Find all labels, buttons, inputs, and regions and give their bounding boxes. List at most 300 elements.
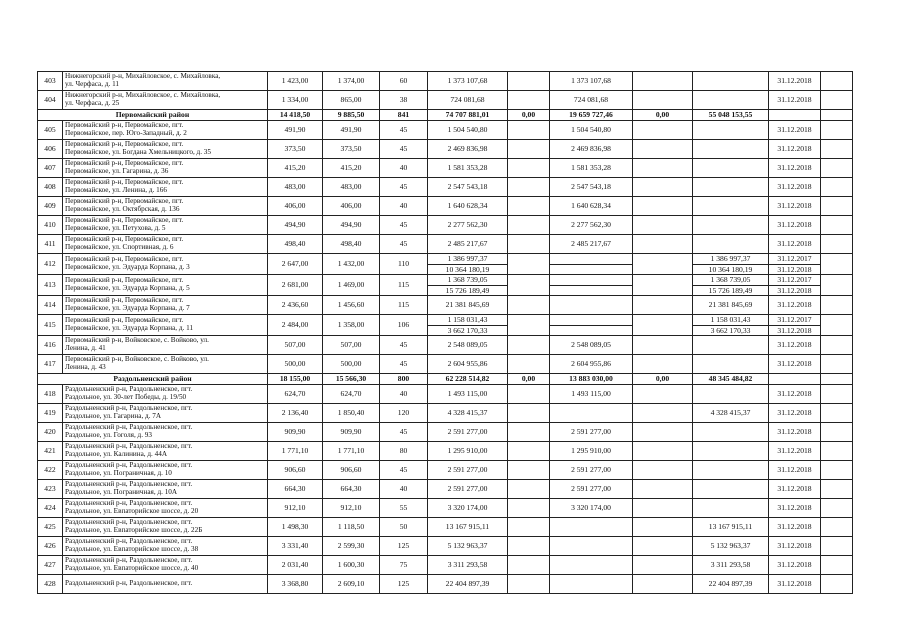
address-line: Первомайское, ул. Эдуарда Корпана, д. 7	[65, 304, 190, 312]
fund-4-cell: 21 381 845,69	[693, 296, 769, 315]
extra-cell	[821, 72, 853, 91]
deadline-cell: 31.12.2018	[769, 575, 821, 594]
deadline-cell: 31.12.2018	[769, 235, 821, 254]
table-row	[38, 404, 853, 423]
fund-2-cell: 2 591 277,00	[550, 480, 633, 499]
address-line: Первомайское, пер. Юго-Западный, д. 2	[65, 129, 187, 137]
table-row	[38, 499, 853, 518]
table-row	[38, 235, 853, 254]
area-total-cell: 664,30	[268, 480, 323, 499]
cost-total-cell: 22 404 897,39	[428, 575, 508, 594]
extra-cell	[821, 355, 853, 374]
fund-3-cell	[633, 499, 693, 518]
area-total-cell: 494,90	[268, 216, 323, 235]
total-f3-cell: 0,00	[633, 374, 693, 385]
area-total-cell: 2 681,00	[268, 275, 323, 296]
address-line: Первомайское, ул. Гагарина, д. 36	[65, 167, 169, 175]
row-number: 410	[38, 216, 63, 235]
fund-3-cell	[633, 518, 693, 537]
fund-3-cell	[633, 537, 693, 556]
fund-1-cell	[508, 140, 550, 159]
cost-total-cell: 3 311 293,58	[428, 556, 508, 575]
fund-3-cell	[633, 72, 693, 91]
fund-3-cell	[633, 480, 693, 499]
fund-1-cell	[508, 575, 550, 594]
address-cell	[63, 296, 268, 315]
fund-3-cell	[633, 442, 693, 461]
address-cell	[63, 404, 268, 423]
address-line: Раздольное, ул. Пограничная, д. 10	[65, 469, 172, 477]
deadline-cell: 31.12.2018	[769, 91, 821, 110]
address-cell	[63, 385, 268, 404]
address-line: Первомайское, ул. Богдана Хмельницкого, д. 35	[65, 148, 211, 156]
fund-2-cell	[550, 518, 633, 537]
fund-3-cell	[633, 91, 693, 110]
address-line: Первомайский р-н, Первомайское, пгт.	[65, 235, 184, 244]
fund-1-cell	[508, 121, 550, 140]
extra-cell	[821, 315, 853, 336]
fund-4-cell: 22 404 897,39	[693, 575, 769, 594]
total-f3-cell: 0,00	[633, 110, 693, 121]
area-total-cell: 3 331,40	[268, 537, 323, 556]
fund-4-cell: 13 167 915,11	[693, 518, 769, 537]
fund-4-cell	[693, 315, 769, 336]
address-line: Ленина, д. 41	[65, 344, 106, 352]
total-date-cell	[769, 374, 821, 385]
area-living-cell: 2 609,10	[323, 575, 380, 594]
address-cell	[63, 216, 268, 235]
deadline-cell: 31.12.2018	[769, 556, 821, 575]
deadline-cell: 31.12.2018	[769, 499, 821, 518]
fund-2-cell-line	[550, 285, 632, 296]
fund-1-cell	[508, 159, 550, 178]
table-row	[38, 254, 853, 275]
row-number: 403	[38, 72, 63, 91]
extra-cell	[821, 336, 853, 355]
area-total-cell: 3 368,80	[268, 575, 323, 594]
address-line: Первомайское, ул. Ленина, д. 166	[65, 186, 167, 194]
area-living-cell: 664,30	[323, 480, 380, 499]
cost-total-cell: 1 373 107,68	[428, 72, 508, 91]
residents-cell: 45	[380, 235, 428, 254]
fund-3-cell	[633, 385, 693, 404]
row-number: 415	[38, 315, 63, 336]
table-row	[38, 355, 853, 374]
fund-3-cell	[633, 159, 693, 178]
address-cell	[63, 121, 268, 140]
address-line: Раздольненский р-н, Раздольненское, пгт.	[65, 518, 193, 527]
extra-cell	[821, 140, 853, 159]
deadline-cell: 31.12.2018	[769, 178, 821, 197]
row-number: 421	[38, 442, 63, 461]
fund-4-cell	[693, 336, 769, 355]
cost-total-cell: 1 640 628,34	[428, 197, 508, 216]
cost-total-cell: 2 591 277,00	[428, 423, 508, 442]
address-line: Нижнегорский р-н, Михайловское, с. Михайловка,	[65, 91, 221, 100]
total-a-cell: 18 155,00	[268, 374, 323, 385]
residents-cell: 75	[380, 556, 428, 575]
address-cell	[63, 315, 268, 336]
deadline-cell-line: 31.12.2018	[769, 264, 820, 275]
deadline-cell: 31.12.2018	[769, 404, 821, 423]
residents-cell: 40	[380, 385, 428, 404]
cost-total-cell: 2 548 089,05	[428, 336, 508, 355]
area-total-cell: 2 484,00	[268, 315, 323, 336]
area-living-cell: 498,40	[323, 235, 380, 254]
address-cell	[63, 254, 268, 275]
row-number: 425	[38, 518, 63, 537]
address-line: Первомайское, ул. Эдуарда Корпана, д. 5	[65, 284, 190, 292]
area-total-cell: 406,00	[268, 197, 323, 216]
table-row	[38, 140, 853, 159]
fund-2-cell	[550, 575, 633, 594]
fund-4-cell	[693, 140, 769, 159]
fund-2-cell-line	[550, 275, 632, 285]
row-number: 412	[38, 254, 63, 275]
fund-2-cell	[550, 537, 633, 556]
area-living-cell: 507,00	[323, 336, 380, 355]
address-line: Первомайский р-н, Первомайское, пгт.	[65, 159, 184, 168]
table-row	[38, 216, 853, 235]
fund-3-cell	[633, 254, 693, 275]
fund-4-cell	[693, 442, 769, 461]
deadline-cell: 31.12.2018	[769, 461, 821, 480]
area-living-cell: 865,00	[323, 91, 380, 110]
total-extra-cell	[821, 374, 853, 385]
fund-4-cell-line: 1 368 739,05	[710, 275, 751, 284]
table-row	[38, 461, 853, 480]
area-living-cell: 912,10	[323, 499, 380, 518]
table-row	[38, 556, 853, 575]
cost-total-cell-line: 3 662 170,33	[428, 325, 507, 336]
row-number: 427	[38, 556, 63, 575]
fund-4-cell: 4 328 415,37	[693, 404, 769, 423]
total-b-cell: 9 885,50	[323, 110, 380, 121]
residents-cell: 125	[380, 537, 428, 556]
cost-total-cell: 2 547 543,18	[428, 178, 508, 197]
fund-3-cell	[633, 461, 693, 480]
deadline-cell: 31.12.2018	[769, 385, 821, 404]
address-line: Первомайский р-н, Войковское, с. Войково, ул.	[65, 355, 209, 364]
row-number: 416	[38, 336, 63, 355]
row-number: 404	[38, 91, 63, 110]
address-line: Раздольненский р-н, Раздольненское, пгт.	[65, 579, 193, 588]
area-total-cell: 500,00	[268, 355, 323, 374]
address-line: Первомайский р-н, Первомайское, пгт.	[65, 296, 184, 305]
fund-4-cell	[693, 91, 769, 110]
area-living-cell: 909,90	[323, 423, 380, 442]
district-total-row	[38, 110, 853, 121]
fund-2-cell: 2 591 277,00	[550, 461, 633, 480]
table-row	[38, 336, 853, 355]
address-cell	[63, 480, 268, 499]
extra-cell	[821, 499, 853, 518]
fund-1-cell	[508, 216, 550, 235]
table-row	[38, 91, 853, 110]
address-line: Первомайский р-н, Первомайское, пгт.	[65, 197, 184, 206]
total-a-cell: 14 418,50	[268, 110, 323, 121]
extra-cell	[821, 404, 853, 423]
fund-1-cell	[508, 499, 550, 518]
row-number: 408	[38, 178, 63, 197]
total-total-cell: 74 707 881,01	[428, 110, 508, 121]
address-line: Раздольное, ул. 30-лет Победы, д. 19/50	[65, 393, 187, 401]
row-number: 406	[38, 140, 63, 159]
total-extra-cell	[821, 110, 853, 121]
cost-total-cell: 2 277 562,30	[428, 216, 508, 235]
address-cell	[63, 575, 268, 594]
deadline-cell	[769, 254, 821, 275]
fund-3-cell	[633, 423, 693, 442]
extra-cell	[821, 254, 853, 275]
area-total-cell: 498,40	[268, 235, 323, 254]
deadline-cell-line: 31.12.2017	[777, 315, 812, 324]
deadline-cell	[769, 315, 821, 336]
address-line: Раздольное, ул. Калинина, д. 44А	[65, 450, 168, 458]
fund-4-cell-line: 1 386 997,37	[710, 254, 751, 263]
address-line: Первомайский р-н, Первомайское, пгт.	[65, 216, 184, 225]
area-living-cell: 1 118,50	[323, 518, 380, 537]
residents-cell: 40	[380, 480, 428, 499]
residents-cell: 45	[380, 140, 428, 159]
area-total-cell: 906,60	[268, 461, 323, 480]
area-total-cell: 909,90	[268, 423, 323, 442]
area-total-cell: 912,10	[268, 499, 323, 518]
address-line: Первомайское, ул. Эдуарда Корпана, д. 11	[65, 324, 194, 332]
fund-3-cell	[633, 178, 693, 197]
fund-2-cell	[550, 404, 633, 423]
address-cell	[63, 91, 268, 110]
fund-1-cell	[508, 518, 550, 537]
extra-cell	[821, 442, 853, 461]
cost-total-cell: 724 081,68	[428, 91, 508, 110]
total-total-cell: 62 228 514,82	[428, 374, 508, 385]
extra-cell	[821, 461, 853, 480]
deadline-cell: 31.12.2018	[769, 355, 821, 374]
total-c-cell: 800	[380, 374, 428, 385]
address-line: Раздольненский р-н, Раздольненское, пгт.	[65, 537, 193, 546]
address-cell	[63, 423, 268, 442]
address-cell	[63, 336, 268, 355]
fund-1-cell	[508, 480, 550, 499]
table-row	[38, 442, 853, 461]
row-number: 428	[38, 575, 63, 594]
area-total-cell: 2 136,40	[268, 404, 323, 423]
cost-total-cell: 2 591 277,00	[428, 461, 508, 480]
fund-1-cell	[508, 315, 550, 336]
fund-4-cell	[693, 423, 769, 442]
area-living-cell: 1 469,00	[323, 275, 380, 296]
address-line: Ленина, д. 43	[65, 363, 106, 371]
table-row	[38, 72, 853, 91]
address-line: ул. Черфаса, д. 11	[65, 80, 119, 88]
cost-total-cell-line: 1 158 031,43	[447, 315, 488, 324]
extra-cell	[821, 423, 853, 442]
row-number: 414	[38, 296, 63, 315]
address-line: Раздольное, ул. Пограничная, д. 10А	[65, 488, 178, 496]
residents-cell: 38	[380, 91, 428, 110]
area-total-cell: 1 423,00	[268, 72, 323, 91]
address-line: Раздольное, ул. Гагарина, д. 7А	[65, 412, 162, 420]
area-total-cell: 1 498,30	[268, 518, 323, 537]
fund-3-cell	[633, 355, 693, 374]
deadline-cell-line: 31.12.2017	[777, 275, 812, 284]
address-cell	[63, 159, 268, 178]
fund-1-cell	[508, 355, 550, 374]
address-line: Раздольное, ул. Евпаторийское шоссе, д. 22Б	[65, 526, 203, 534]
residents-cell: 45	[380, 216, 428, 235]
residents-cell: 125	[380, 575, 428, 594]
area-living-cell: 1 600,30	[323, 556, 380, 575]
fund-3-cell	[633, 404, 693, 423]
address-cell	[63, 518, 268, 537]
table-row	[38, 575, 853, 594]
fund-2-cell	[550, 556, 633, 575]
deadline-cell: 31.12.2018	[769, 336, 821, 355]
residents-cell: 45	[380, 336, 428, 355]
address-cell	[63, 556, 268, 575]
fund-4-cell	[693, 355, 769, 374]
fund-4-cell	[693, 499, 769, 518]
cost-total-cell: 1 493 115,00	[428, 385, 508, 404]
fund-3-cell	[633, 275, 693, 296]
fund-2-cell: 724 081,68	[550, 91, 633, 110]
address-line: Раздольненский р-н, Раздольненское, пгт.	[65, 423, 193, 432]
table-row	[38, 275, 853, 296]
table-row	[38, 178, 853, 197]
area-total-cell: 2 031,40	[268, 556, 323, 575]
residents-cell: 115	[380, 275, 428, 296]
address-line: Раздольненский р-н, Раздольненское, пгт.	[65, 556, 193, 565]
total-date-cell	[769, 110, 821, 121]
deadline-cell: 31.12.2018	[769, 121, 821, 140]
cost-total-cell: 2 604 955,86	[428, 355, 508, 374]
fund-4-cell	[693, 121, 769, 140]
address-cell	[63, 442, 268, 461]
extra-cell	[821, 121, 853, 140]
fund-1-cell	[508, 461, 550, 480]
cost-total-cell	[428, 275, 508, 296]
row-number: 418	[38, 385, 63, 404]
fund-3-cell	[633, 216, 693, 235]
area-living-cell: 1 850,40	[323, 404, 380, 423]
cost-total-cell-line: 1 386 997,37	[447, 254, 488, 263]
address-line: Первомайский р-н, Первомайское, пгт.	[65, 121, 184, 130]
residents-cell: 55	[380, 499, 428, 518]
address-line: Раздольненский р-н, Раздольненское, пгт.	[65, 480, 193, 489]
area-living-cell: 1 374,00	[323, 72, 380, 91]
deadline-cell: 31.12.2018	[769, 537, 821, 556]
cost-total-cell: 2 485 217,67	[428, 235, 508, 254]
cost-total-cell-line: 1 368 739,05	[447, 275, 488, 284]
residents-cell: 40	[380, 159, 428, 178]
fund-4-cell	[693, 275, 769, 296]
residents-cell: 106	[380, 315, 428, 336]
extra-cell	[821, 518, 853, 537]
residents-cell: 40	[380, 197, 428, 216]
cost-total-cell	[428, 254, 508, 275]
deadline-cell: 31.12.2018	[769, 518, 821, 537]
fund-2-cell: 2 485 217,67	[550, 235, 633, 254]
fund-1-cell	[508, 91, 550, 110]
area-total-cell: 373,50	[268, 140, 323, 159]
fund-2-cell: 1 373 107,68	[550, 72, 633, 91]
fund-1-cell	[508, 385, 550, 404]
fund-4-cell-line: 1 158 031,43	[710, 315, 751, 324]
residents-cell: 50	[380, 518, 428, 537]
area-living-cell: 373,50	[323, 140, 380, 159]
extra-cell	[821, 216, 853, 235]
fund-3-cell	[633, 121, 693, 140]
total-f2-cell: 13 883 030,00	[550, 374, 633, 385]
fund-2-cell	[550, 275, 633, 296]
extra-cell	[821, 556, 853, 575]
area-living-cell: 483,00	[323, 178, 380, 197]
fund-2-cell-line	[550, 254, 632, 264]
fund-3-cell	[633, 235, 693, 254]
deadline-cell-line: 31.12.2018	[769, 325, 820, 336]
area-living-cell: 2 599,30	[323, 537, 380, 556]
row-number: 419	[38, 404, 63, 423]
fund-4-cell	[693, 235, 769, 254]
address-line: Первомайское, ул. Спортивная, д. 6	[65, 243, 174, 251]
cost-total-cell: 2 591 277,00	[428, 480, 508, 499]
cost-total-cell: 1 504 540,80	[428, 121, 508, 140]
extra-cell	[821, 385, 853, 404]
address-line: Раздольное, ул. Евпаторийское шоссе, д. 20	[65, 507, 199, 515]
address-line: Раздольненский р-н, Раздольненское, пгт.	[65, 499, 193, 508]
address-cell	[63, 461, 268, 480]
deadline-cell: 31.12.2018	[769, 442, 821, 461]
extra-cell	[821, 197, 853, 216]
area-total-cell: 507,00	[268, 336, 323, 355]
fund-4-cell-line: 10 364 180,19	[693, 264, 768, 275]
area-total-cell: 1 334,00	[268, 91, 323, 110]
fund-2-cell	[550, 254, 633, 275]
area-total-cell: 1 771,10	[268, 442, 323, 461]
district-name: Первомайский район	[38, 110, 268, 121]
table-row	[38, 423, 853, 442]
extra-cell	[821, 91, 853, 110]
fund-2-cell: 1 295 910,00	[550, 442, 633, 461]
row-number: 426	[38, 537, 63, 556]
row-number: 405	[38, 121, 63, 140]
fund-1-cell	[508, 178, 550, 197]
area-living-cell: 406,00	[323, 197, 380, 216]
table-row	[38, 480, 853, 499]
address-line: Первомайский р-н, Первомайское, пгт.	[65, 255, 184, 264]
table-row	[38, 159, 853, 178]
fund-3-cell	[633, 315, 693, 336]
area-living-cell: 906,60	[323, 461, 380, 480]
extra-cell	[821, 235, 853, 254]
fund-4-cell: 5 132 963,37	[693, 537, 769, 556]
fund-2-cell: 1 581 353,28	[550, 159, 633, 178]
cost-total-cell: 2 469 836,98	[428, 140, 508, 159]
address-line: Первомайское, ул. Эдуарда Корпана, д. 3	[65, 263, 190, 271]
fund-1-cell	[508, 235, 550, 254]
fund-2-cell: 2 604 955,86	[550, 355, 633, 374]
table-row	[38, 315, 853, 336]
extra-cell	[821, 480, 853, 499]
fund-3-cell	[633, 197, 693, 216]
district-total-row	[38, 374, 853, 385]
fund-1-cell	[508, 556, 550, 575]
area-total-cell: 2 647,00	[268, 254, 323, 275]
total-c-cell: 841	[380, 110, 428, 121]
row-number: 407	[38, 159, 63, 178]
deadline-cell: 31.12.2018	[769, 197, 821, 216]
